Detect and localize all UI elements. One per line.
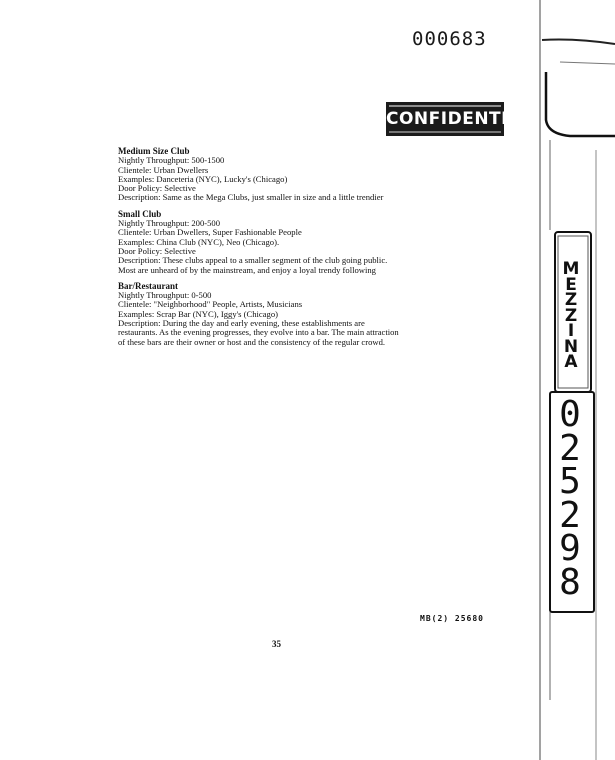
side-tab-letter: N [563, 336, 579, 357]
side-tab-digit: 0 [559, 394, 581, 435]
text-line: Examples: China Club (NYC), Neo (Chicago). [118, 236, 280, 247]
confidential-stamp [386, 100, 533, 138]
section-small-club [118, 210, 488, 275]
text-line: Examples: Danceteria (NYC), Lucky's (Chicago) [118, 173, 288, 184]
text-line: Door Policy: Selective [118, 183, 196, 194]
text-line: Door Policy: Selective [118, 245, 196, 256]
bates-number: 000683 [412, 28, 487, 50]
text-line: Examples: Scrap Bar (NYC), Iggy's (Chicago) [118, 308, 279, 319]
document-body [118, 147, 488, 354]
section-heading: Medium Size Club [118, 146, 190, 156]
text-line: Nightly Throughput: 500-1500 [118, 155, 225, 166]
text-line: Clientele: "Neighborhood" People, Artists, Musicians [118, 299, 303, 310]
side-tab-digit: 8 [559, 561, 581, 603]
side-tab-letter: Z [564, 305, 578, 326]
side-tab-letter: A [564, 352, 578, 372]
text-line: Description: These clubs appeal to a smaller segment of the club going public. [118, 255, 388, 266]
text-line: Nightly Throughput: 200-500 [118, 218, 221, 229]
side-tab-digit: 9 [559, 528, 581, 569]
side-tab-digit: 2 [559, 494, 581, 536]
stamp-text: CONFIDENTIAL [386, 109, 533, 129]
text-line: Description: Same as the Mega Clubs, just smaller in size and a little trendier [118, 192, 384, 203]
side-tab-digit: 2 [559, 427, 581, 469]
text-line: of these bars are their owner or host and the consistency of the regular crowd. [118, 336, 386, 347]
text-line: Clientele: Urban Dwellers [118, 164, 209, 175]
section-medium-size-club [118, 147, 488, 203]
section-heading: Bar/Restaurant [118, 280, 178, 291]
side-tab-letter: I [567, 321, 575, 341]
side-tab-letter: M [562, 259, 580, 279]
text-line: Most are unheard of by the mainstream, and enjoy a loyal trendy following [118, 264, 376, 275]
side-tab-letter: Z [564, 290, 578, 310]
side-tab-number [553, 394, 587, 603]
text-line: restaurants. As the evening progresses, they evolve into a bar. The main attraction [118, 327, 399, 338]
section-bar-restaurant [118, 282, 488, 347]
binder-edge [530, 0, 615, 760]
section-heading: Small Club [118, 208, 162, 219]
side-tab-digit: 5 [559, 461, 581, 502]
document-code: MB(2) 25680 [420, 614, 484, 623]
side-tab-label [561, 259, 581, 372]
text-line: Description: During the day and early evening, these establishments are [118, 318, 365, 329]
text-line: Nightly Throughput: 0-500 [118, 290, 212, 301]
text-line: Clientele: Urban Dwellers, Super Fashionable People [118, 227, 302, 238]
side-tab-letter: E [565, 274, 577, 295]
page-number: 35 [272, 639, 281, 649]
